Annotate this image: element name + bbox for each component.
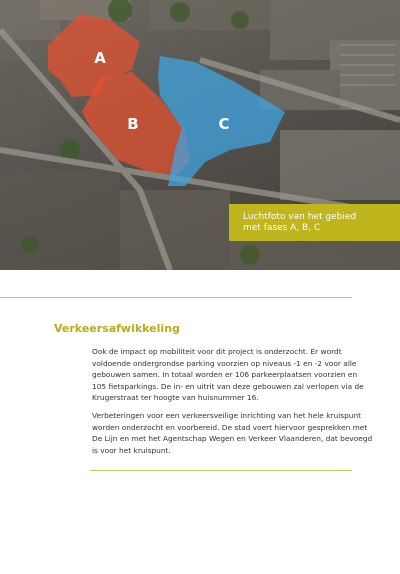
divider-bottom xyxy=(90,470,352,471)
paragraph-line: De Lijn en met het Agentschap Wegen en Verkeer Vlaanderen, dat bevoegd xyxy=(92,434,373,444)
paragraph-line: gebouwen samen. In totaal worden er 106 parkeerplaatsen voorzien en xyxy=(92,370,358,380)
zone-c-label: C xyxy=(218,115,230,133)
divider-top xyxy=(0,297,352,298)
zone-b-label: B xyxy=(127,115,139,133)
paragraph-line: is voor het kruispunt. xyxy=(92,445,171,455)
paragraph-parking xyxy=(92,346,364,404)
paragraph-line: voldoende ondergrondse parking voorzien op niveaus -1 en -2 voor alle xyxy=(92,358,357,368)
photo-caption xyxy=(229,204,400,241)
aerial-photo xyxy=(0,0,400,270)
paragraph-line: Ook de impact op mobiliteit voor dit project is onderzocht. Er wordt xyxy=(92,347,342,356)
section-heading: Verkeersafwikkeling xyxy=(54,322,180,335)
zone-a-label: A xyxy=(94,49,106,67)
caption-line: Luchtfoto van het gebied xyxy=(243,212,357,222)
caption-line: met fases A, B, C xyxy=(243,223,321,233)
paragraph-line: Verbeteringen voor een verkeersveilige inrichting van het hele kruispunt xyxy=(92,411,362,420)
paragraph-line: Krugerstraat ter hoogte van huisnummer 16. xyxy=(92,393,259,403)
paragraph-line: 105 fietsparkings. De in- en uitrit van deze gebouwen zal verlopen via de xyxy=(92,381,364,391)
paragraph-intersection xyxy=(92,410,373,456)
paragraph-line: worden onderzocht en voorbereid. De stad voert hiervoor gesprekken met xyxy=(92,422,368,432)
